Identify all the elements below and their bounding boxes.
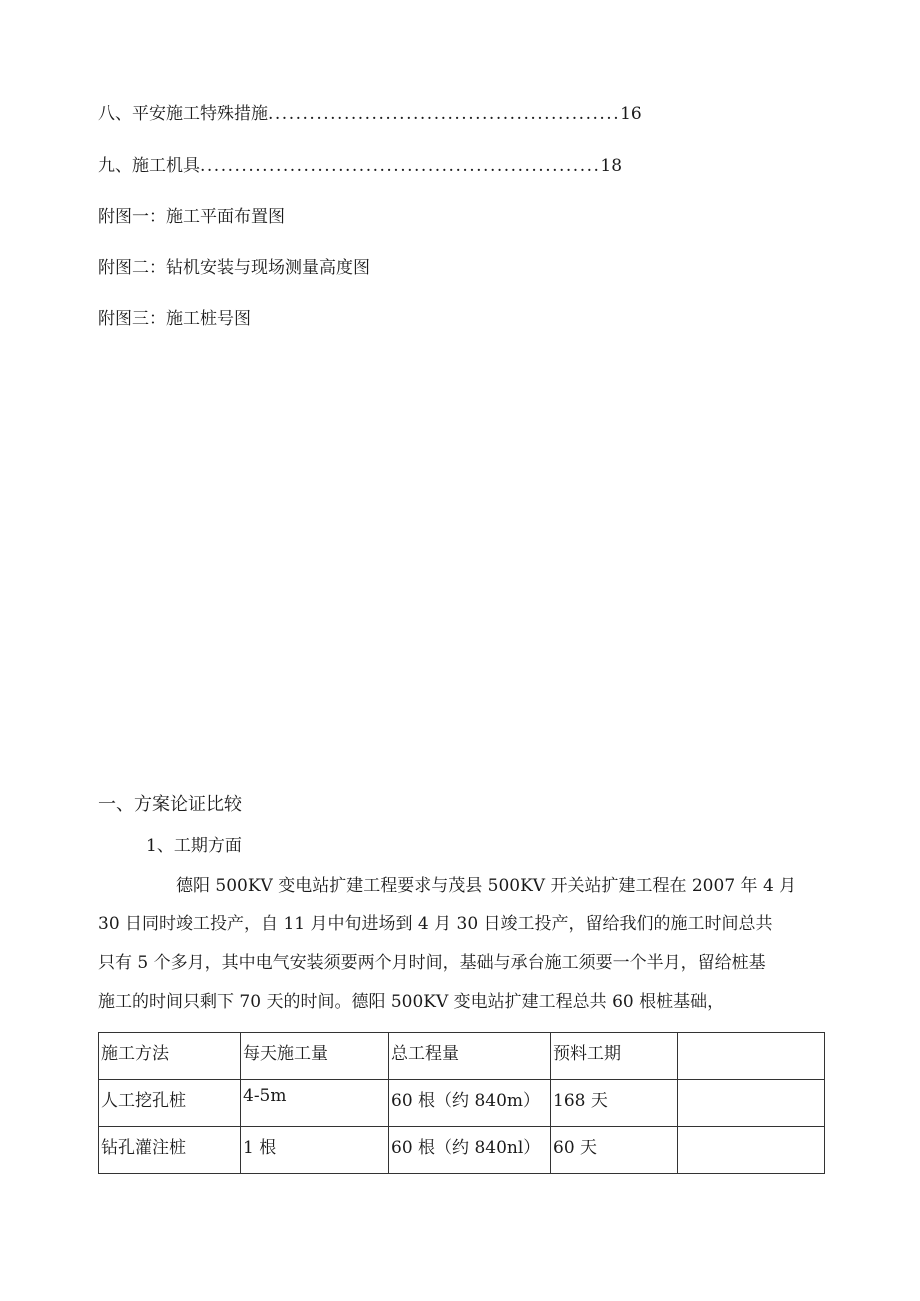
toc-leader-dots: .......................................................... <box>200 156 601 176</box>
toc-leader-dots: ................................................... <box>268 104 621 124</box>
table-row <box>99 1080 825 1127</box>
table-header-cell: 每天施工量 <box>241 1033 389 1080</box>
table-header-cell: 施工方法 <box>99 1033 241 1080</box>
table-cell <box>678 1080 825 1127</box>
paragraph-line-3: 只有 5 个多月，其中电气安装须要两个月时间，基础与承台施工须要一个半月，留给桩基 <box>98 953 766 973</box>
table-cell: 1 根 <box>241 1127 389 1174</box>
toc-entry-appendix-3 <box>98 307 251 331</box>
table-header-cell: 总工程量 <box>389 1033 551 1080</box>
table-cell: 钻孔灌注桩 <box>99 1127 241 1174</box>
table-cell: 168 天 <box>551 1080 678 1127</box>
toc-page-number: 18 <box>600 156 623 176</box>
table-cell: 人工挖孔桩 <box>99 1080 241 1127</box>
toc-entry-8 <box>98 102 642 126</box>
table-cell: 60 天 <box>551 1127 678 1174</box>
table-cell <box>678 1127 825 1174</box>
table-header-cell: 预料工期 <box>551 1033 678 1080</box>
table-cell: 60 根（约 840nl） <box>389 1127 551 1174</box>
table-row <box>99 1127 825 1174</box>
table-header-cell <box>678 1033 825 1080</box>
toc-entry-label: 附图三：施工桩号图 <box>98 309 251 329</box>
subsection-heading: 1、工期方面 <box>146 836 242 856</box>
toc-entry-label: 八、平安施工特殊措施 <box>98 104 268 124</box>
toc-entry-9 <box>98 154 622 178</box>
table-header-row <box>99 1033 825 1080</box>
section-heading: 一、方案论证比较 <box>98 794 242 815</box>
paragraph-line-4: 施工的时间只剩下 70 天的时间。德阳 500KV 变电站扩建工程总共 60 根桩基础， <box>98 992 725 1012</box>
paragraph-line-2: 30 日同时竣工投产，自 11 月中旬进场到 4 月 30 日竣工投产，留给我们的施工时间总共 <box>98 914 773 934</box>
toc-entry-label: 附图一：施工平面布置图 <box>98 207 285 227</box>
toc-page-number: 16 <box>620 104 642 124</box>
schedule-comparison-table <box>98 1032 825 1174</box>
toc-entry-label: 附图二：钻机安装与现场测量高度图 <box>98 258 370 278</box>
toc-entry-appendix-1 <box>98 205 285 229</box>
table-cell: 4-5m <box>241 1080 389 1127</box>
paragraph-line-1: 德阳 500KV 变电站扩建工程要求与茂县 500KV 开关站扩建工程在 2007 年 4 月 <box>176 876 797 896</box>
toc-entry-label: 九、施工机具 <box>98 156 200 176</box>
table-cell: 60 根（约 840m） <box>389 1080 551 1127</box>
toc-entry-appendix-2 <box>98 256 370 280</box>
